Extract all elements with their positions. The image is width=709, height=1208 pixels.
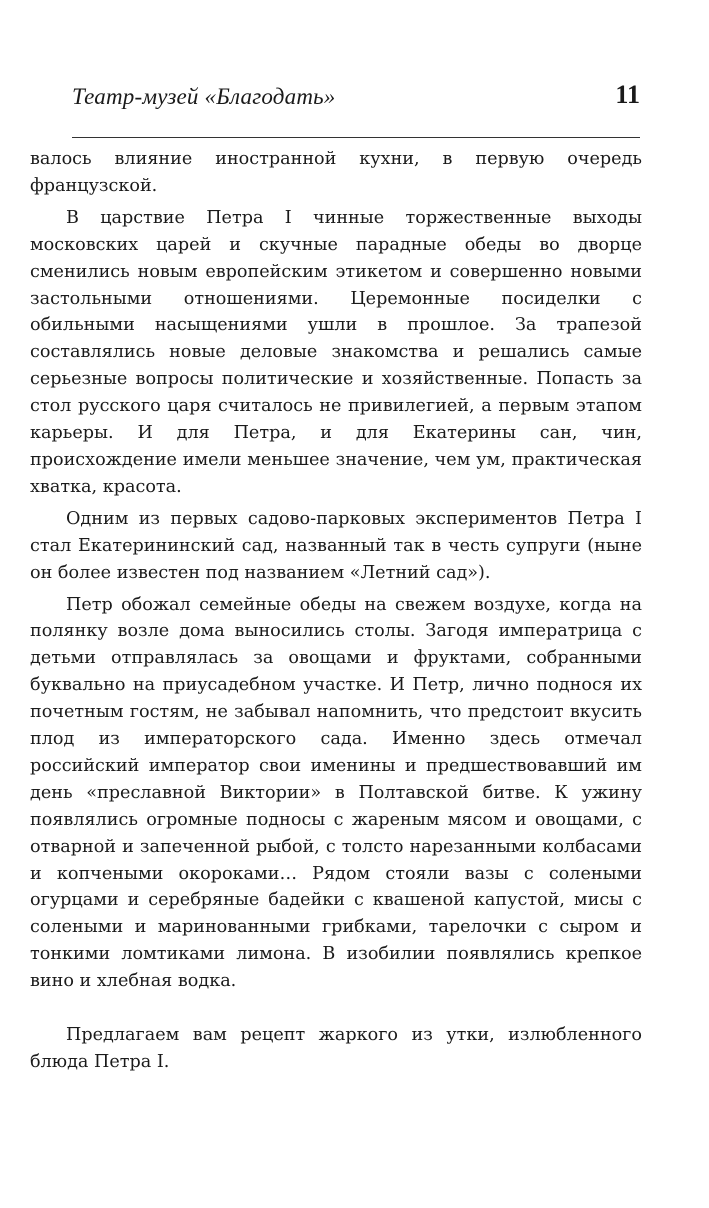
running-title: Театр-музей «Благодать» — [72, 84, 336, 109]
paragraph-continuation: валось влияние иностранной кухни, в первую очередь французской. — [30, 149, 642, 196]
paragraph-peter-etiquette: В царствие Петра I чинные торжественные выходы московских царей и скучные парадные обеды во дворце сменились новым европейским этикетом и совершенно новыми застольными отношениями. Церемонные посиделки с обильными насыщениями ушли в прошлое. За трапезой составлялись новые деловые знакомства и решались самые серьезные вопросы политические и хозяйственные. Попасть за стол русского царя считалось не привилегией, а первым этапом карьеры. И для Петра, и для Екатерины сан, чин, происхождение имели меньшее значение, чем ум, практическая хватка, красота. — [30, 207, 642, 497]
paragraph-recipe-intro: Предлагаем вам рецепт жаркого из утки, излюбленного блюда Петра I. — [30, 1025, 642, 1072]
paragraph-family-dinners: Петр обожал семейные обеды на свежем воздухе, когда на полянку возле дома выносились столы. Загодя императрица с детьми отправлялась за овощами и фруктами, собранными буквально на приусадебном участке. И Петр, лично поднося их почетным гостям, не забывал напомнить, что предстоит вкусить плод из императорского сада. Именно здесь отмечал российский император свои именины и предшествовавший им день «преславной Виктории» в Полтавской битве. К ужину появлялись огромные подносы с жареным мясом и овощами, с отварной и запеченной рыбой, с толсто нарезанными колбасами и копчеными окороками… Рядом стояли вазы с солеными огурцами и серебряные бадейки с квашеной капустой, мисы с солеными и маринованными грибками, тарелочки с сыром и тонкими ломтиками лимона. В изобилии появлялись крепкое вино и хлебная водка. — [30, 594, 642, 992]
body-text — [30, 146, 642, 1076]
header-divider — [72, 137, 640, 138]
running-head — [70, 80, 640, 114]
paragraph-summer-garden: Одним из первых садово-парковых экспериментов Петра I стал Екатерининский сад, названный так в честь супруги (ныне он более известен под названием «Летний сад»). — [30, 508, 642, 583]
page-number: 11 — [615, 80, 640, 109]
